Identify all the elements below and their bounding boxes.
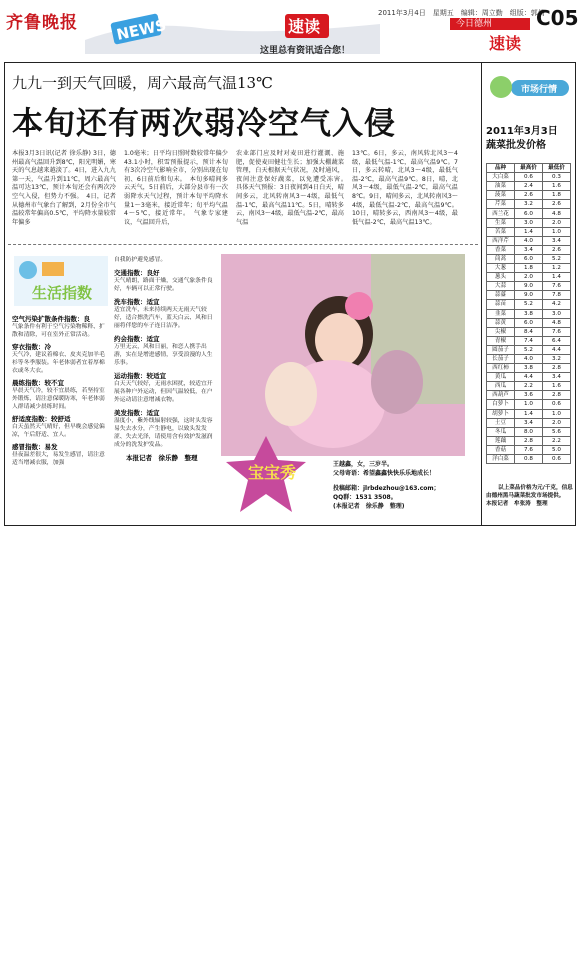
section-divider xyxy=(8,244,478,245)
section-tag: 今日德州 xyxy=(450,18,530,30)
index-item xyxy=(114,334,214,367)
price-table-body xyxy=(487,173,571,464)
table-row xyxy=(487,236,571,245)
min-price-cell: 3.4 xyxy=(543,373,571,382)
min-price-cell: 7.6 xyxy=(543,327,571,336)
table-row xyxy=(487,345,571,354)
baby-show-badge-text: 宝宝秀 xyxy=(248,463,297,482)
index-body: 湿度小，紫外线辐射较强，这时头发容易失去水分，产生静电，以致头发发涩、失去光泽，请使用含有效护发滋润成分的洗发护发品。 xyxy=(114,418,213,448)
min-price-cell: 2.0 xyxy=(543,218,571,227)
vegetable-name-cell: 大葱 xyxy=(487,264,515,273)
max-price-cell: 9.0 xyxy=(515,291,543,300)
index-body: 白天虽然天气晴好，但早晚会感觉偏凉，午后舒适、宜人。 xyxy=(12,424,105,438)
baby-credit: (本报记者 徐乐静 整理) xyxy=(333,503,405,510)
min-price-cell: 2.8 xyxy=(543,391,571,400)
table-row xyxy=(487,318,571,327)
min-price-cell: 1.6 xyxy=(543,382,571,391)
table-row xyxy=(487,309,571,318)
min-price-cell: 1.2 xyxy=(543,264,571,273)
max-price-cell: 5.2 xyxy=(515,345,543,354)
article-column-2: 1.0毫米；日平均日照时数较常年偏少43.1小时，积雪预报提示，预计本旬有3次冷空气影响全市，分别出现在旬初、6日前后和旬末。 本旬多晴间多云天气，5日前后，大部分县市有一次弱降水天气过程，预计本旬平均降水量1～3毫米，接近常年；旬平均气温4～5℃，接近常年。 气象专家建议，气温回升后， xyxy=(124,150,228,226)
table-row xyxy=(487,455,571,464)
max-price-cell: 3.4 xyxy=(515,418,543,427)
coins-icon xyxy=(490,76,512,98)
index-body: 适宜洗车，未来持续两天无雨天气较好，适合擦洗汽车，蓝天白云、风和日丽将伴您的车子连日洁净。 xyxy=(114,307,213,329)
table-row xyxy=(487,427,571,436)
vegetable-name-cell: 生菜 xyxy=(487,218,515,227)
vegetable-name-cell: 长茄子 xyxy=(487,354,515,363)
min-price-cell: 1.0 xyxy=(543,409,571,418)
min-price-cell: 3.2 xyxy=(543,354,571,363)
min-price-cell: 4.8 xyxy=(543,318,571,327)
max-price-cell: 3.8 xyxy=(515,309,543,318)
baby-show-badge xyxy=(222,432,310,518)
section-name: 速读 xyxy=(489,34,522,53)
vegetable-name-cell: 蒜薹 xyxy=(487,291,515,300)
article-headline: 本旬还有两次弱冷空气入侵 xyxy=(12,106,396,142)
table-row xyxy=(487,173,571,182)
table-row xyxy=(487,254,571,263)
min-price-cell: 3.0 xyxy=(543,309,571,318)
life-index-credit: 本报记者 徐乐静 整理 xyxy=(126,454,198,462)
max-price-cell: 9.0 xyxy=(515,282,543,291)
vegetable-name-cell: 菠菜 xyxy=(487,191,515,200)
max-price-cell: 4.0 xyxy=(515,354,543,363)
min-price-cell: 2.6 xyxy=(543,200,571,209)
index-body: 气象条件有利于空气污染物稀释、扩散和清除，可在室外正常活动。 xyxy=(12,324,105,338)
min-price-cell: 3.4 xyxy=(543,236,571,245)
min-price-cell: 2.6 xyxy=(543,245,571,254)
max-price-cell: 6.0 xyxy=(515,254,543,263)
banner xyxy=(80,10,390,58)
banner-word: 速读 xyxy=(288,17,321,36)
max-price-cell: 7.6 xyxy=(515,445,543,454)
table-row xyxy=(487,273,571,282)
vegetable-name-cell: 香菇 xyxy=(487,445,515,454)
table-row xyxy=(487,182,571,191)
vegetable-name-cell: 苦菜 xyxy=(487,227,515,236)
vegetable-name-cell: 香菜 xyxy=(487,245,515,254)
max-price-cell: 3.8 xyxy=(515,364,543,373)
max-price-cell: 0.8 xyxy=(515,455,543,464)
max-price-cell: 1.8 xyxy=(515,264,543,273)
index-heading: 运动指数：较适宜 xyxy=(114,372,166,380)
max-price-cell: 1.0 xyxy=(515,400,543,409)
vegetable-name-cell: 大蒜 xyxy=(487,282,515,291)
min-price-cell: 6.4 xyxy=(543,336,571,345)
table-row xyxy=(487,300,571,309)
table-row xyxy=(487,227,571,236)
table-row xyxy=(487,364,571,373)
vegetable-name-cell: 西洋芹 xyxy=(487,236,515,245)
vegetable-name-cell: 胡萝卜 xyxy=(487,409,515,418)
index-item xyxy=(114,371,214,404)
table-row xyxy=(487,218,571,227)
max-price-cell: 2.4 xyxy=(515,182,543,191)
header-cell: 品种 xyxy=(487,164,515,173)
vegetable-name-cell: 土豆 xyxy=(487,418,515,427)
min-price-cell: 4.4 xyxy=(543,345,571,354)
table-row xyxy=(487,191,571,200)
table-row xyxy=(487,354,571,363)
index-item xyxy=(12,342,108,375)
vegetable-name-cell: 青椒 xyxy=(487,336,515,345)
vegetable-name-cell: 蒜黄 xyxy=(487,318,515,327)
max-price-cell: 4.0 xyxy=(515,236,543,245)
index-item xyxy=(114,268,214,293)
index-body: 白天天气较好，无雨水困扰，较适宜开展各种户外运动，但因气温较低，在户外运动请注意增减衣物。 xyxy=(114,381,213,403)
table-row xyxy=(487,409,571,418)
header-cell: 最低价 xyxy=(543,164,571,173)
min-price-cell: 7.8 xyxy=(543,291,571,300)
vegetable-name-cell: 油菜 xyxy=(487,182,515,191)
vegetable-name-cell: 西瓜 xyxy=(487,382,515,391)
vegetable-name-cell: 芹菜 xyxy=(487,200,515,209)
vegetable-name-cell: 西红柿 xyxy=(487,364,515,373)
index-body: 万里无云，风和日丽，和恋人携手出游，实在是增进感情，享受浪漫的人生乐事。 xyxy=(114,344,213,366)
table-row xyxy=(487,336,571,345)
market-badge xyxy=(489,72,571,102)
table-row xyxy=(487,373,571,382)
vegetable-name-cell: 莲藕 xyxy=(487,436,515,445)
index-item xyxy=(114,297,214,330)
index-item xyxy=(12,442,108,467)
life-index-heading: 生活指数 xyxy=(32,284,93,302)
table-row xyxy=(487,245,571,254)
vegetable-name-cell: 葱头 xyxy=(487,273,515,282)
max-price-cell: 3.2 xyxy=(515,200,543,209)
page-number: C05 xyxy=(536,6,579,30)
min-price-cell: 1.4 xyxy=(543,273,571,282)
max-price-cell: 5.2 xyxy=(515,300,543,309)
index-item xyxy=(12,414,108,439)
max-price-cell: 8.0 xyxy=(515,427,543,436)
umbrella-icon xyxy=(19,261,37,279)
price-table-header xyxy=(487,164,571,173)
index-body: 自我防护避免感冒。 xyxy=(114,257,167,263)
min-price-cell: 1.8 xyxy=(543,191,571,200)
table-row xyxy=(487,264,571,273)
index-item xyxy=(12,314,108,339)
price-note xyxy=(486,484,574,508)
table-row xyxy=(487,209,571,218)
price-title: 蔬菜批发价格 xyxy=(486,140,546,151)
life-index-left-column xyxy=(12,314,108,467)
vegetable-name-cell: 大白菜 xyxy=(487,173,515,182)
banner-slogan: 这里总有资讯适合您！ xyxy=(260,46,351,56)
baby-caption xyxy=(333,460,473,511)
max-price-cell: 1.4 xyxy=(515,227,543,236)
min-price-cell: 5.2 xyxy=(543,254,571,263)
index-body: 天气冷，建议着棉衣、皮夹克加羊毛衫等冬季服装。年老体弱者宜着厚棉衣或冬大衣。 xyxy=(12,352,105,374)
index-heading: 洗车指数：适宜 xyxy=(114,298,160,306)
price-credit: 本报记者 牟张涛 整理 xyxy=(486,501,548,507)
vegetable-name-cell: 尖椒 xyxy=(487,327,515,336)
life-index-title xyxy=(14,256,108,306)
index-item xyxy=(114,408,214,449)
min-price-cell: 4.2 xyxy=(543,300,571,309)
table-row xyxy=(487,291,571,300)
vegetable-name-cell: 白萝卜 xyxy=(487,400,515,409)
market-badge-text: 市场行情 xyxy=(521,85,558,95)
header-cell: 最高价 xyxy=(515,164,543,173)
vegetable-name-cell: 黄瓜 xyxy=(487,373,515,382)
max-price-cell: 3.4 xyxy=(515,245,543,254)
max-price-cell: 2.2 xyxy=(515,382,543,391)
vegetable-name-cell: 蒜苗 xyxy=(487,300,515,309)
baby-photo xyxy=(221,254,465,456)
article-column-4: 13℃。6日，多云，南风转北风3～4级，最低气温-1℃，最高气温9℃。7日，多云转晴，北风3～4级，最低气温-2℃，最高气温9℃。8日，晴，北风3～4级，最低气温-2℃，最高气温8℃。9日，晴间多云，北风转南风3～4级，最低气温-2℃，最高气温9℃。10日，晴转多云，西南风3～4级，最低气温-2℃，最高气温13℃。 xyxy=(352,150,458,226)
issue-line: 2011年3月4日 星期五 编辑：周立勤 组版：郭倩 xyxy=(378,9,545,17)
min-price-cell: 7.6 xyxy=(543,282,571,291)
submission-qq: QQ群：1531 3508。 xyxy=(333,494,397,501)
table-row xyxy=(487,282,571,291)
article-subtitle: 九九一到天气回暖，周六最高气温13℃ xyxy=(12,74,273,92)
index-heading: 晨练指数：较不宜 xyxy=(12,379,64,387)
vegetable-name-cell: 茼蒿 xyxy=(487,254,515,263)
index-item xyxy=(114,256,214,264)
article-column-1: 本报3月3日讯(记者 徐乐静) 3日，德州最高气温回升到8℃，阳光明媚，寒天的气息越来越淡了。4日，进入九九第一天，气温升到11℃，周六最高气温可达13℃，预计本旬还会有两次冷空气入侵，但势力不强。 4日，记者从德州市气象台了解到，2月份全市气温较常年偏高0.5℃，平均降水量较常年偏多 xyxy=(12,150,116,226)
max-price-cell: 2.0 xyxy=(515,273,543,282)
max-price-cell: 0.6 xyxy=(515,173,543,182)
index-body: 早晨天气冷，较不宜晨练，若坚持室外锻炼，请注意保暖防寒，年老体弱人群请减少晨练时间。 xyxy=(12,388,105,410)
max-price-cell: 2.8 xyxy=(515,436,543,445)
table-row xyxy=(487,400,571,409)
min-price-cell: 5.6 xyxy=(543,427,571,436)
index-heading: 感冒指数：易发 xyxy=(12,443,58,451)
news-word: NEWS xyxy=(114,15,168,44)
index-heading: 空气污染扩散条件指数：良 xyxy=(12,315,90,323)
table-row xyxy=(487,327,571,336)
max-price-cell: 6.0 xyxy=(515,318,543,327)
min-price-cell: 1.6 xyxy=(543,182,571,191)
table-row xyxy=(487,445,571,454)
max-price-cell: 8.4 xyxy=(515,327,543,336)
sun-icon xyxy=(42,262,64,276)
index-heading: 美发指数：适宜 xyxy=(114,409,160,417)
min-price-cell: 2.2 xyxy=(543,436,571,445)
submission-email: 投稿邮箱：jlrbdezhou@163.com； xyxy=(333,485,440,492)
min-price-cell: 0.6 xyxy=(543,455,571,464)
table-row xyxy=(487,200,571,209)
index-body: 昼夜温差很大，易发生感冒，请注意适当增减衣服，加强 xyxy=(12,452,105,466)
max-price-cell: 6.0 xyxy=(515,209,543,218)
index-heading: 舒适度指数：较舒适 xyxy=(12,415,71,423)
baby-parent-line: 父母寄语：希望鑫鑫快快乐乐地成长！ xyxy=(333,470,436,477)
vegetable-name-cell: 洋白菜 xyxy=(487,455,515,464)
min-price-cell: 1.0 xyxy=(543,227,571,236)
index-heading: 约会指数：适宜 xyxy=(114,335,160,343)
table-row xyxy=(487,391,571,400)
max-price-cell: 2.6 xyxy=(515,191,543,200)
table-row xyxy=(487,382,571,391)
price-date: 2011年3月3日 xyxy=(486,126,558,137)
min-price-cell: 5.0 xyxy=(543,445,571,454)
paper-name: 齐鲁晚报 xyxy=(6,13,78,33)
vegetable-name-cell: 韭菜 xyxy=(487,309,515,318)
index-body: 天气晴朗，路面干燥，交通气象条件良好，车辆可以正常行驶。 xyxy=(114,278,213,292)
table-row xyxy=(487,436,571,445)
baby-name-line: 王越鑫，女，三岁半。 xyxy=(333,461,394,468)
vegetable-name-cell: 西葫芦 xyxy=(487,391,515,400)
min-price-cell: 4.8 xyxy=(543,209,571,218)
article-column-3: 农业部门应及时对麦田进行灌溉、施肥，促使麦田健壮生长；加强大棚蔬菜管理，白天根据天气状况，及时通风，夜间注意保好蔬菜，以免遭受冻害。 具体天气预报：3日夜间到4日白天，晴间多云，北风转南风3～4级，最低气温-1℃，最高气温11℃。5日，晴转多云，南风3～4级，最低气温-2℃，最高气温 xyxy=(236,150,351,226)
baby-photo-illustration xyxy=(221,254,465,456)
vegetable-name-cell: 西兰花 xyxy=(487,209,515,218)
index-item xyxy=(12,378,108,411)
max-price-cell: 3.6 xyxy=(515,391,543,400)
min-price-cell: 2.0 xyxy=(543,418,571,427)
price-table xyxy=(486,163,571,464)
table-row xyxy=(487,418,571,427)
vegetable-name-cell: 冬瓜 xyxy=(487,427,515,436)
max-price-cell: 1.4 xyxy=(515,409,543,418)
max-price-cell: 3.0 xyxy=(515,218,543,227)
index-heading: 交通指数：良好 xyxy=(114,269,160,277)
life-index-right-column xyxy=(114,256,214,462)
price-note-text: 以上菜品价格为元/千克，信息由德州黑马蔬菜批发市场提供。 xyxy=(486,485,573,499)
max-price-cell: 7.4 xyxy=(515,336,543,345)
vegetable-name-cell: 圆茄子 xyxy=(487,345,515,354)
min-price-cell: 0.3 xyxy=(543,173,571,182)
max-price-cell: 4.4 xyxy=(515,373,543,382)
index-heading: 穿衣指数：冷 xyxy=(12,343,51,351)
min-price-cell: 2.8 xyxy=(543,364,571,373)
min-price-cell: 0.6 xyxy=(543,400,571,409)
